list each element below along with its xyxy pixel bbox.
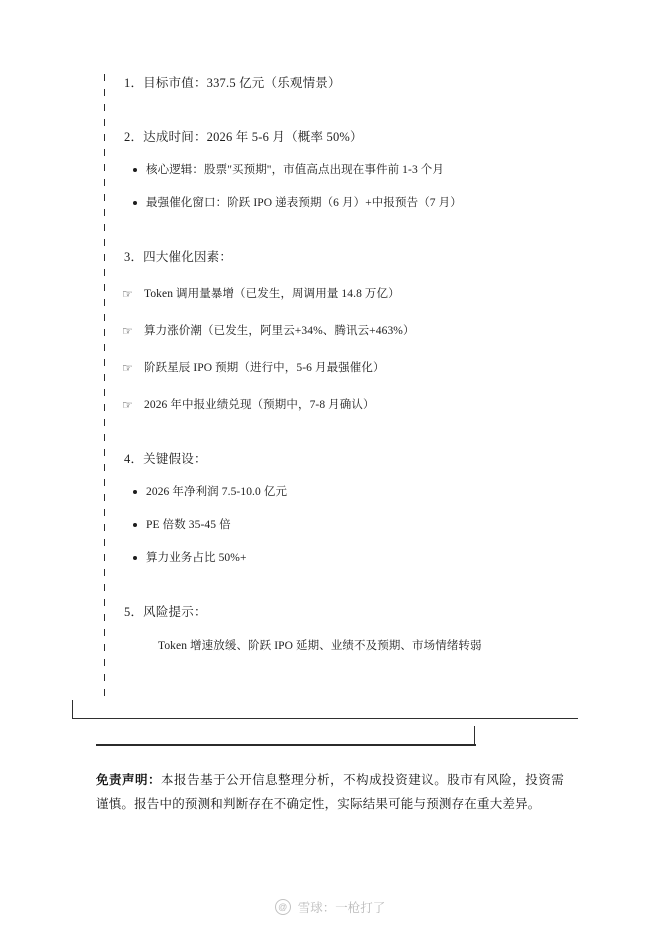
disclaimer-label: 免责声明：: [96, 773, 162, 787]
bullet-item: PE 倍数 35-45 倍: [146, 517, 624, 534]
bullet-item: 2026 年净利润 7.5-10.0 亿元: [146, 484, 624, 501]
list-item-1: [104, 74, 624, 92]
rule-tick-left: [72, 700, 73, 719]
watermark: [0, 898, 660, 916]
risk-note: Token 增速放缓、阶跃 IPO 延期、业绩不及预期、市场情绪转弱: [158, 640, 482, 652]
watermark-text: 雪球：一枪打了: [297, 901, 386, 915]
section-3-heading: 3．四大催化因素：: [124, 250, 233, 264]
list-item-2: [104, 128, 624, 212]
horizontal-rule-top: [72, 718, 578, 719]
section-3-items: [104, 286, 624, 414]
horizontal-rule-bottom: [96, 744, 476, 746]
pointing-hand-icon: ☞: [122, 361, 133, 375]
catalyst-item: ☞ 算力涨价潮（已发生，阿里云+34%、腾讯云+463%）: [122, 324, 415, 338]
spacer: [104, 92, 624, 128]
section-5-heading: 5．风险提示：: [124, 605, 207, 619]
bullet-dot-icon: [133, 168, 137, 172]
bullet-item: 核心逻辑：股票"买预期"，市值高点出现在事件前 1-3 个月: [146, 162, 624, 179]
numbered-list: [104, 74, 624, 655]
disclaimer-paragraph: [96, 768, 564, 816]
list-item-3: [104, 248, 624, 414]
pointing-hand-icon: ☞: [122, 398, 133, 412]
section-1-heading: 1．目标市值：337.5 亿元（乐观情景）: [124, 76, 341, 90]
section-2-bullets: [104, 162, 624, 212]
bullet-dot-icon: [133, 490, 137, 494]
bullet-item: 算力业务占比 50%+: [146, 550, 624, 567]
list-item-4: [104, 450, 624, 567]
section-4-heading: 4．关键假设：: [124, 452, 207, 466]
pointing-hand-icon: ☞: [122, 324, 133, 338]
bullet-item: 最强催化窗口：阶跃 IPO 递表预期（6 月）+中报预告（7 月）: [146, 195, 624, 212]
bullet-dot-icon: [133, 523, 137, 527]
report-body: [104, 74, 624, 655]
rule-tick-right: [474, 726, 475, 745]
catalyst-item: ☞ Token 调用量暴增（已发生，周调用量 14.8 万亿）: [122, 287, 400, 301]
bullet-dot-icon: [133, 201, 137, 205]
xueqiu-logo-icon: @: [275, 899, 291, 915]
spacer: [104, 567, 624, 603]
catalyst-item: ☞ 2026 年中报业绩兑现（预期中，7-8 月确认）: [122, 398, 375, 412]
section-2-heading: 2．达成时间：2026 年 5-6 月（概率 50%）: [124, 130, 363, 144]
disclaimer-text: 本报告基于公开信息整理分析，不构成投资建议。股市有风险，投资需谨慎。报告中的预测和判断存在不确定性，实际结果可能与预测存在重大差异。: [96, 773, 564, 811]
catalyst-item: ☞ 阶跃星辰 IPO 预期（进行中，5-6 月最强催化）: [122, 361, 385, 375]
list-item-5: [104, 603, 624, 655]
section-4-bullets: [104, 484, 624, 567]
pointing-hand-icon: ☞: [122, 287, 133, 301]
spacer: [104, 212, 624, 248]
bullet-dot-icon: [133, 556, 137, 560]
spacer: [104, 414, 624, 450]
